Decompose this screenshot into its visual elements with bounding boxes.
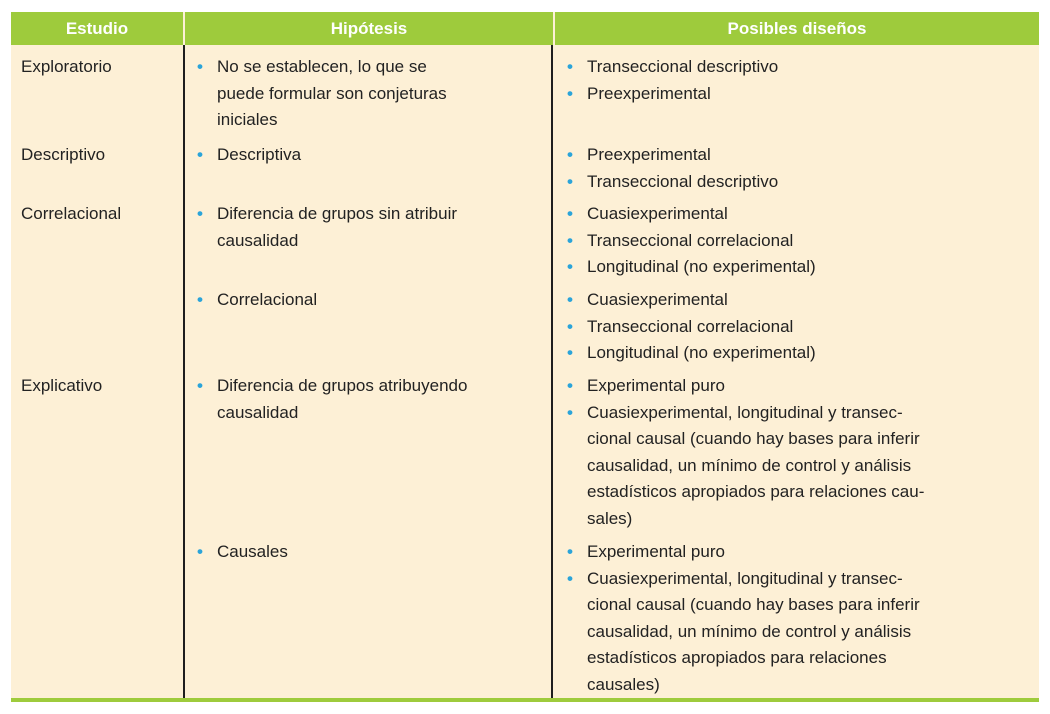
study-design-table xyxy=(11,12,1039,702)
list-item xyxy=(565,566,1025,699)
design-line: Cuasiexperimental, longitudinal y transec- xyxy=(587,402,903,422)
design-line: Transeccional descriptivo xyxy=(587,57,779,76)
design-line: Cuasiexperimental xyxy=(587,290,728,309)
hypothesis-line: Causales xyxy=(217,542,288,561)
table-bottom-rule xyxy=(11,698,1039,702)
list-item xyxy=(565,373,1025,400)
bullet-dot-icon: • xyxy=(567,204,573,223)
column-divider-1 xyxy=(183,45,185,698)
list-item xyxy=(195,539,545,566)
design-line: cional causal (cuando hay bases para inferir xyxy=(587,429,920,448)
header-estudio: Estudio xyxy=(65,19,129,38)
designs-cell xyxy=(565,54,1025,107)
header-posibles-disenos: Posibles diseños xyxy=(727,19,867,38)
study-cell: Exploratorio xyxy=(21,57,112,76)
designs-cell xyxy=(565,373,1025,532)
list-item xyxy=(565,287,1025,314)
bullet-dot-icon: • xyxy=(567,257,573,276)
hypothesis-line: Descriptiva xyxy=(217,145,302,164)
bullet-dot-icon: • xyxy=(567,376,573,395)
design-line: Experimental puro xyxy=(587,542,725,561)
study-cell: Explicativo xyxy=(21,376,103,395)
design-line: Cuasiexperimental, longitudinal y transec- xyxy=(587,568,903,588)
hypothesis-cell xyxy=(195,201,545,254)
bullet-dot-icon: • xyxy=(197,57,203,76)
bullet-dot-icon: • xyxy=(197,542,203,561)
hypothesis-cell xyxy=(195,373,545,426)
list-item xyxy=(565,81,1025,108)
hypothesis-cell xyxy=(195,287,545,314)
list-item xyxy=(565,228,1025,255)
bullet-dot-icon: • xyxy=(567,290,573,309)
bullet-dot-icon: • xyxy=(567,316,573,336)
bullet-dot-icon: • xyxy=(197,204,203,223)
design-line: Longitudinal (no experimental) xyxy=(587,343,816,362)
design-line: estadísticos apropiados para relaciones xyxy=(587,648,887,667)
design-line: Preexperimental xyxy=(587,145,711,164)
list-item xyxy=(565,539,1025,566)
bullet-dot-icon: • xyxy=(197,376,203,395)
hypothesis-line: causalidad xyxy=(217,402,299,422)
hypothesis-cell xyxy=(195,142,545,169)
design-line: sales) xyxy=(587,508,633,528)
table-header xyxy=(11,12,1039,45)
hypothesis-cell xyxy=(195,54,545,134)
designs-cell xyxy=(565,142,1025,195)
design-line: Preexperimental xyxy=(587,83,711,103)
design-line: causales) xyxy=(587,674,660,694)
list-item xyxy=(565,142,1025,169)
header-hipotesis: Hipótesis xyxy=(330,19,408,38)
list-item xyxy=(195,142,545,169)
list-item xyxy=(565,400,1025,533)
bullet-dot-icon: • xyxy=(567,568,573,588)
list-item xyxy=(195,373,545,426)
bullet-dot-icon: • xyxy=(567,402,573,422)
list-item xyxy=(195,54,545,134)
hypothesis-line: Correlacional xyxy=(217,290,318,309)
bullet-dot-icon: • xyxy=(567,145,573,164)
hypothesis-line: puede formular son conjeturas xyxy=(217,83,447,103)
list-item xyxy=(565,254,1025,281)
design-line: estadísticos apropiados para relaciones cau- xyxy=(587,482,925,501)
list-item xyxy=(565,340,1025,367)
design-line: causalidad, un mínimo de control y análisis xyxy=(587,621,912,641)
designs-cell xyxy=(565,287,1025,367)
design-line: Longitudinal (no experimental) xyxy=(587,257,816,276)
design-line: Cuasiexperimental xyxy=(587,204,728,223)
study-cell: Descriptivo xyxy=(21,145,106,164)
bullet-dot-icon: • xyxy=(567,83,573,103)
hypothesis-line: causalidad xyxy=(217,230,299,250)
design-line: Transeccional correlacional xyxy=(587,230,794,250)
list-item xyxy=(195,201,545,254)
design-line: Transeccional descriptivo xyxy=(587,171,779,191)
design-line: causalidad, un mínimo de control y análisis xyxy=(587,455,912,475)
designs-cell xyxy=(565,539,1025,698)
hypothesis-line: Diferencia de grupos sin atribuir xyxy=(217,204,458,223)
column-divider-2 xyxy=(551,45,553,698)
bullet-dot-icon: • xyxy=(567,57,573,76)
design-line: Transeccional correlacional xyxy=(587,316,794,336)
hypothesis-line: No se establecen, lo que se xyxy=(217,57,427,76)
list-item xyxy=(565,54,1025,81)
hypothesis-line: iniciales xyxy=(217,110,278,129)
bullet-dot-icon: • xyxy=(197,290,203,309)
hypothesis-line: Diferencia de grupos atribuyendo xyxy=(217,376,468,395)
list-item xyxy=(565,201,1025,228)
bullet-dot-icon: • xyxy=(567,230,573,250)
design-line: cional causal (cuando hay bases para inferir xyxy=(587,595,920,614)
bullet-dot-icon: • xyxy=(197,145,203,164)
study-cell: Correlacional xyxy=(21,204,122,223)
design-line: Experimental puro xyxy=(587,376,725,395)
hypothesis-cell xyxy=(195,539,545,566)
list-item xyxy=(565,314,1025,341)
bullet-dot-icon: • xyxy=(567,171,573,191)
list-item xyxy=(565,169,1025,196)
bullet-dot-icon: • xyxy=(567,542,573,561)
designs-cell xyxy=(565,201,1025,281)
bullet-dot-icon: • xyxy=(567,343,573,362)
list-item xyxy=(195,287,545,314)
